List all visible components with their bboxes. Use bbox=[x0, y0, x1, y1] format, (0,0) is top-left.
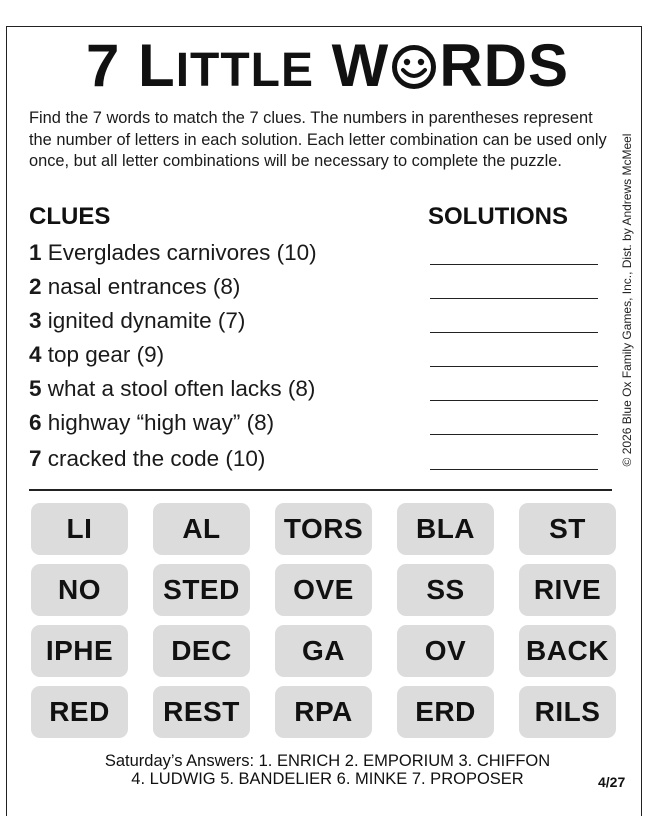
solution-line-5[interactable] bbox=[430, 400, 598, 401]
letter-tile[interactable]: LI bbox=[31, 503, 128, 555]
clue-text: Everglades carnivores (10) bbox=[41, 240, 317, 265]
letter-tile[interactable]: TORS bbox=[275, 503, 372, 555]
puzzle-date: 4/27 bbox=[598, 774, 626, 790]
clue-text: top gear (9) bbox=[41, 342, 165, 367]
clue-text: what a stool often lacks (8) bbox=[41, 376, 316, 401]
title-part-3: W bbox=[314, 32, 390, 99]
smiley-icon bbox=[391, 40, 437, 100]
solution-line-6[interactable] bbox=[430, 434, 598, 435]
title-part-2: ITTLE bbox=[175, 44, 314, 97]
clue-text: highway “high way” (8) bbox=[41, 410, 275, 435]
letter-tile[interactable]: RPA bbox=[275, 686, 372, 738]
clue-1 bbox=[29, 240, 317, 266]
clue-text: ignited dynamite (7) bbox=[41, 308, 246, 333]
section-divider bbox=[29, 489, 612, 491]
clue-3 bbox=[29, 308, 245, 334]
answers-line-1: Saturday’s Answers: 1. ENRICH 2. EMPORIUM 3. CHIFFON bbox=[104, 752, 551, 770]
clue-number: 2 bbox=[29, 274, 42, 299]
letter-tile[interactable]: STED bbox=[153, 564, 250, 616]
letter-tile[interactable]: AL bbox=[153, 503, 250, 555]
letter-tile[interactable]: IPHE bbox=[31, 625, 128, 677]
title-part-4: RDS bbox=[439, 32, 569, 99]
clue-7 bbox=[29, 446, 265, 472]
clue-number: 7 bbox=[29, 446, 42, 471]
clue-2 bbox=[29, 274, 240, 300]
solution-line-7[interactable] bbox=[430, 469, 598, 470]
letter-tile[interactable]: NO bbox=[31, 564, 128, 616]
copyright-notice: © 2026 Blue Ox Family Games, Inc., Dist. by Andrews McMeel bbox=[620, 133, 634, 467]
title-part-1: 7 L bbox=[85, 32, 176, 99]
letter-tile[interactable]: OVE bbox=[275, 564, 372, 616]
letter-tile[interactable]: RILS bbox=[519, 686, 616, 738]
clue-4 bbox=[29, 342, 164, 368]
clue-5 bbox=[29, 376, 315, 402]
solution-line-3[interactable] bbox=[430, 332, 598, 333]
clue-number: 5 bbox=[29, 376, 42, 401]
solution-line-1[interactable] bbox=[430, 264, 598, 265]
clue-number: 1 bbox=[29, 240, 42, 265]
letter-tile[interactable]: GA bbox=[275, 625, 372, 677]
letter-tile[interactable]: SS bbox=[397, 564, 494, 616]
letter-tile[interactable]: BACK bbox=[519, 625, 616, 677]
answers-line-2: 4. LUDWIG 5. BANDELIER 6. MINKE 7. PROPOSER bbox=[131, 770, 524, 788]
solution-line-2[interactable] bbox=[430, 298, 598, 299]
clue-number: 4 bbox=[29, 342, 42, 367]
solutions-heading: SOLUTIONS bbox=[428, 203, 569, 230]
clues-heading: CLUES bbox=[29, 203, 111, 230]
letter-tile[interactable]: OV bbox=[397, 625, 494, 677]
letter-tile-grid bbox=[31, 503, 616, 739]
letter-tile[interactable]: ERD bbox=[397, 686, 494, 738]
letter-tile[interactable]: BLA bbox=[397, 503, 494, 555]
previous-answers bbox=[0, 752, 655, 788]
letter-tile[interactable]: ST bbox=[519, 503, 616, 555]
instructions-text: Find the 7 words to match the 7 clues. The numbers in parentheses represent the number of letters in each solution. Each letter combination can be used only once, but all letter combinations will be necessary to complete the puzzle. bbox=[29, 109, 607, 170]
letter-tile[interactable]: RED bbox=[31, 686, 128, 738]
clue-number: 3 bbox=[29, 308, 42, 333]
letter-tile[interactable]: REST bbox=[153, 686, 250, 738]
clue-text: nasal entrances (8) bbox=[41, 274, 241, 299]
puzzle-title bbox=[0, 32, 655, 101]
solution-line-4[interactable] bbox=[430, 366, 598, 367]
letter-tile[interactable]: RIVE bbox=[519, 564, 616, 616]
clue-number: 6 bbox=[29, 410, 42, 435]
clue-6 bbox=[29, 410, 274, 436]
letter-tile[interactable]: DEC bbox=[153, 625, 250, 677]
clue-text: cracked the code (10) bbox=[41, 446, 266, 471]
